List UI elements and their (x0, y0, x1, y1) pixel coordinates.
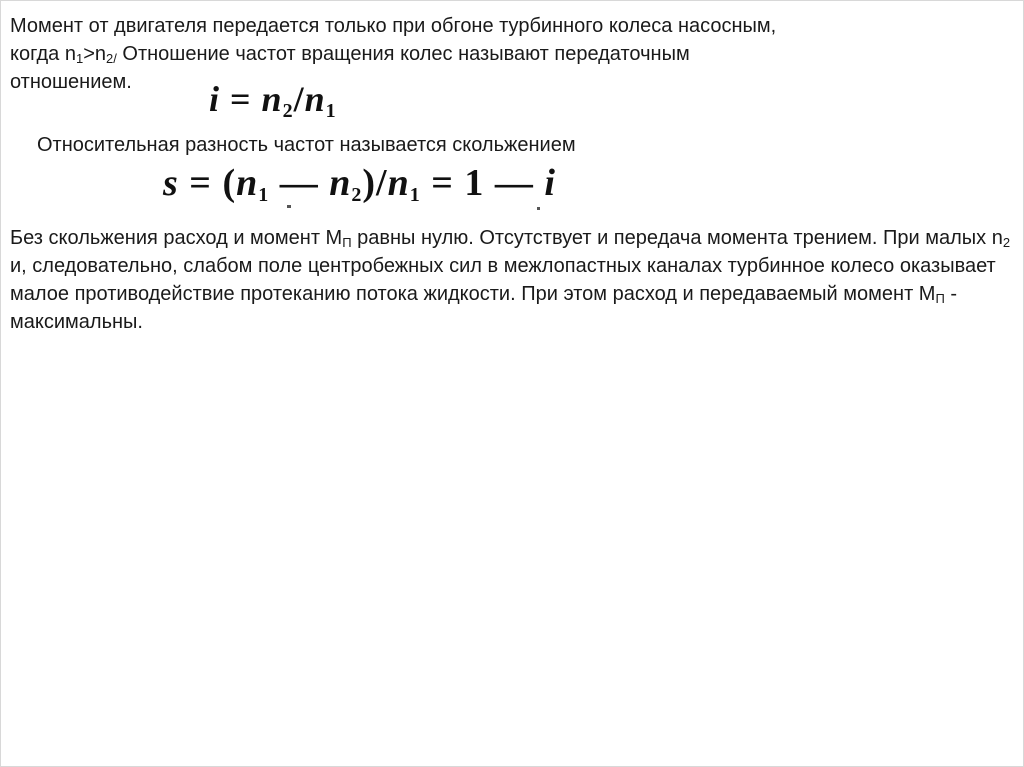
formula1-slash: / (293, 79, 305, 119)
intro-line-2-rest: Отношение частот вращения колес называют передаточным (116, 43, 690, 65)
intro-paragraph (10, 12, 1010, 96)
formula2-b: n (329, 162, 352, 204)
formula1-num-sub: 2 (282, 100, 294, 122)
mp-subscript: П (342, 235, 352, 250)
scan-speck (537, 207, 540, 210)
n2-subscript-small: 2 (1002, 235, 1011, 250)
no-slip-paragraph (10, 224, 1018, 336)
n1-subscript: 1 (75, 51, 84, 66)
formula2-b-sub: 2 (351, 184, 363, 206)
formula1-den: n (304, 79, 326, 119)
formula2-eq: = ( (178, 162, 237, 204)
p3-part3: и, следовательно, слабом поле центробежных сил в межлопастных каналах турбинное колесо оказывает малое противодействие протеканию потока жидкости. При этом расход и передаваемый момент М (10, 255, 996, 305)
intro-line-2-prefix: когда n (10, 43, 76, 65)
formula2-c: n (387, 162, 410, 204)
slip-formula (163, 161, 556, 205)
formula1-den-sub: 1 (325, 100, 337, 122)
formula2-a: n (236, 162, 259, 204)
gear-ratio-formula (209, 79, 337, 122)
intro-line-3: отношением. (10, 71, 132, 93)
p3-part4: - максимальны. (10, 283, 958, 333)
p3-part2: равны нулю. Отсутствует и передача момента трением. При малых n (351, 227, 1003, 249)
greater-than-n: >n (83, 43, 107, 65)
formula2-close: )/ (362, 162, 388, 204)
n2-subscript: 2/ (106, 51, 117, 66)
formula1-eq: = (220, 79, 262, 119)
formula1-num: n (261, 79, 283, 119)
mp-subscript-2: П (935, 291, 945, 306)
formula1-lhs: i (209, 79, 221, 119)
scan-speck (287, 205, 291, 208)
formula2-lhs: s (163, 162, 179, 204)
formula2-minus: — (269, 162, 330, 204)
formula2-c-sub: 1 (409, 184, 421, 206)
p3-part1: Без скольжения расход и момент М (10, 227, 343, 249)
intro-line-1: Момент от двигателя передается только при обгоне турбинного колеса насосным, (10, 15, 777, 37)
formula2-eq2: = 1 — (420, 162, 545, 204)
slip-paragraph: Относительная разность частот называется скольжением (37, 134, 576, 156)
formula2-a-sub: 1 (258, 184, 270, 206)
formula2-rhs: i (544, 162, 556, 204)
